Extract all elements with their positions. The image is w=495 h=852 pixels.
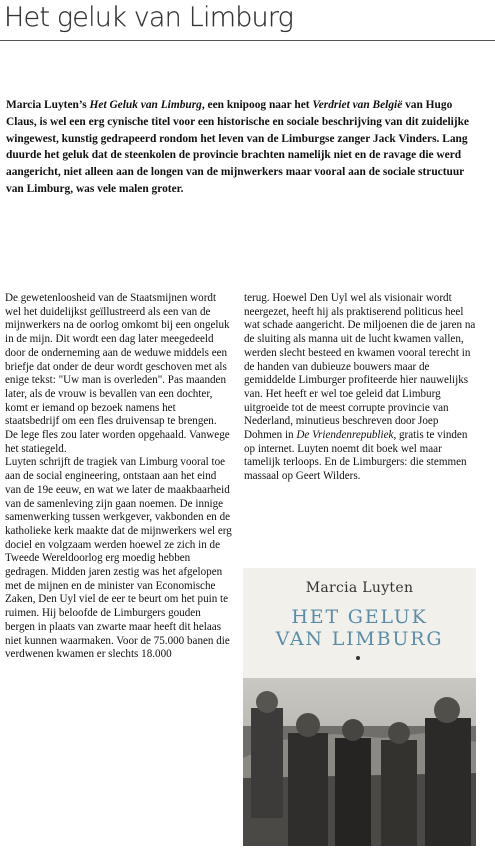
book-cover-title [243,606,476,650]
book-cover-title-line1: HET GELUK [291,606,428,628]
article-lead [6,97,484,198]
lead-author: Marcia Luyten’s [6,99,90,111]
book-cover-image [243,568,476,846]
article-headline: Het geluk van Limburg [4,2,294,33]
book-cover-author: Marcia Luyten [305,580,414,596]
lead-book-title: Het Geluk van Limburg [89,99,202,111]
body-paragraph-2: Luyten schrijft de tragiek van Limburg vooral toe aan de social engineering, ontstaan aan het eind van de 19e eeuw, en wat we later de maakbaarheid van de samenleving zijn gaan noemen. De innige samenwerking tussen werkgever, vakbonden en de katholieke kerk maakte dat de mijnwerkers wel erg dociel en volgzaam werden hoewel ze zich in de Tweede Wereldoorlog erg moedig hebben gedragen. Midden jaren zestig was het afgelopen met de mijnen en de minister van Economische Zaken, Den Uyl viel de eer te beurt om het puin te ruimen. Hij beloofde de Limburgers gouden bergen in plaats van zwarte maar heeft dit helaas niet kunnen waarmaken. Voor de 75.000 banen die verdwenen kwamen er slechts 18.000 [5,456,232,661]
body-paragraph-3 [244,292,476,484]
body-reference-title: De Vriendenrepubliek [296,429,394,442]
body-column-left [5,292,232,662]
book-cover-photo [243,678,476,846]
lead-reference-title: Verdriet van België [312,99,403,111]
body-text-3b: , gratis te vinden op internet. Luyten noemt dit boek wel maar tamelijk terloops. En de Limburgers: die stemmen massaal op Geert Wilders. [244,429,468,483]
body-text-3a: terug. Hoewel Den Uyl wel als visionair wordt neergezet, heeft hij als praktiserend politicus heel wat schade aangericht. De miljoenen die de jaren na de sluiting als manna uit de lucht kwamen vallen, werden slecht besteed en kwamen vooral terecht in de handen van dubieuze bouwers maar de gemiddelde Limburger profiteerde hier nauwelijks van. Het heeft er wel toe geleid dat Limburg uitgroeide tot de meest corrupte provincie van Nederland, minutieus beschreven door Joep Dohmen in [244,292,476,442]
body-column-right [244,292,476,484]
lead-text-3: van Hugo Claus, is wel een erg cynische titel voor een historische en sociale beschrijving van dit zuidelijke wingewest, kunstig gedrapeerd rondom het leven van de Limburgse zanger Jack Vinders. Lang duurde het geluk dat de steenkolen de provincie brachten namelijk niet en de ravage die werd aangericht, niet alleen aan de longen van de mijnwerkers maar vooral aan de sociale structuur van Limburg, was vele malen groter. [6,99,469,195]
lead-text-2: , een knipoog naar het [201,99,313,111]
book-cover-title-line2: VAN LIMBURG [275,628,444,650]
body-paragraph-1: De gewetenloosheid van de Staatsmijnen wordt wel het duidelijkst geïllustreerd als een van de mijnwerkers na de oorlog omkomt bij een ongeluk in de mijn. Dit wordt een dag later meegedeeld door de onderneming aan de weduwe middels een briefje dat onder de deur wordt geschoven met als enige tekst: "Uw man is overleden". Pas maanden later, als de vrouw is bevallen van een dochter, komt er iemand op bezoek namens het staatsbedrijf om een fles druivensap te brengen. De lege fles zou later worden opgehaald. Vanwege het statiegeld. [5,292,230,455]
book-cover-ornament [356,656,360,660]
headline-divider [0,40,495,41]
